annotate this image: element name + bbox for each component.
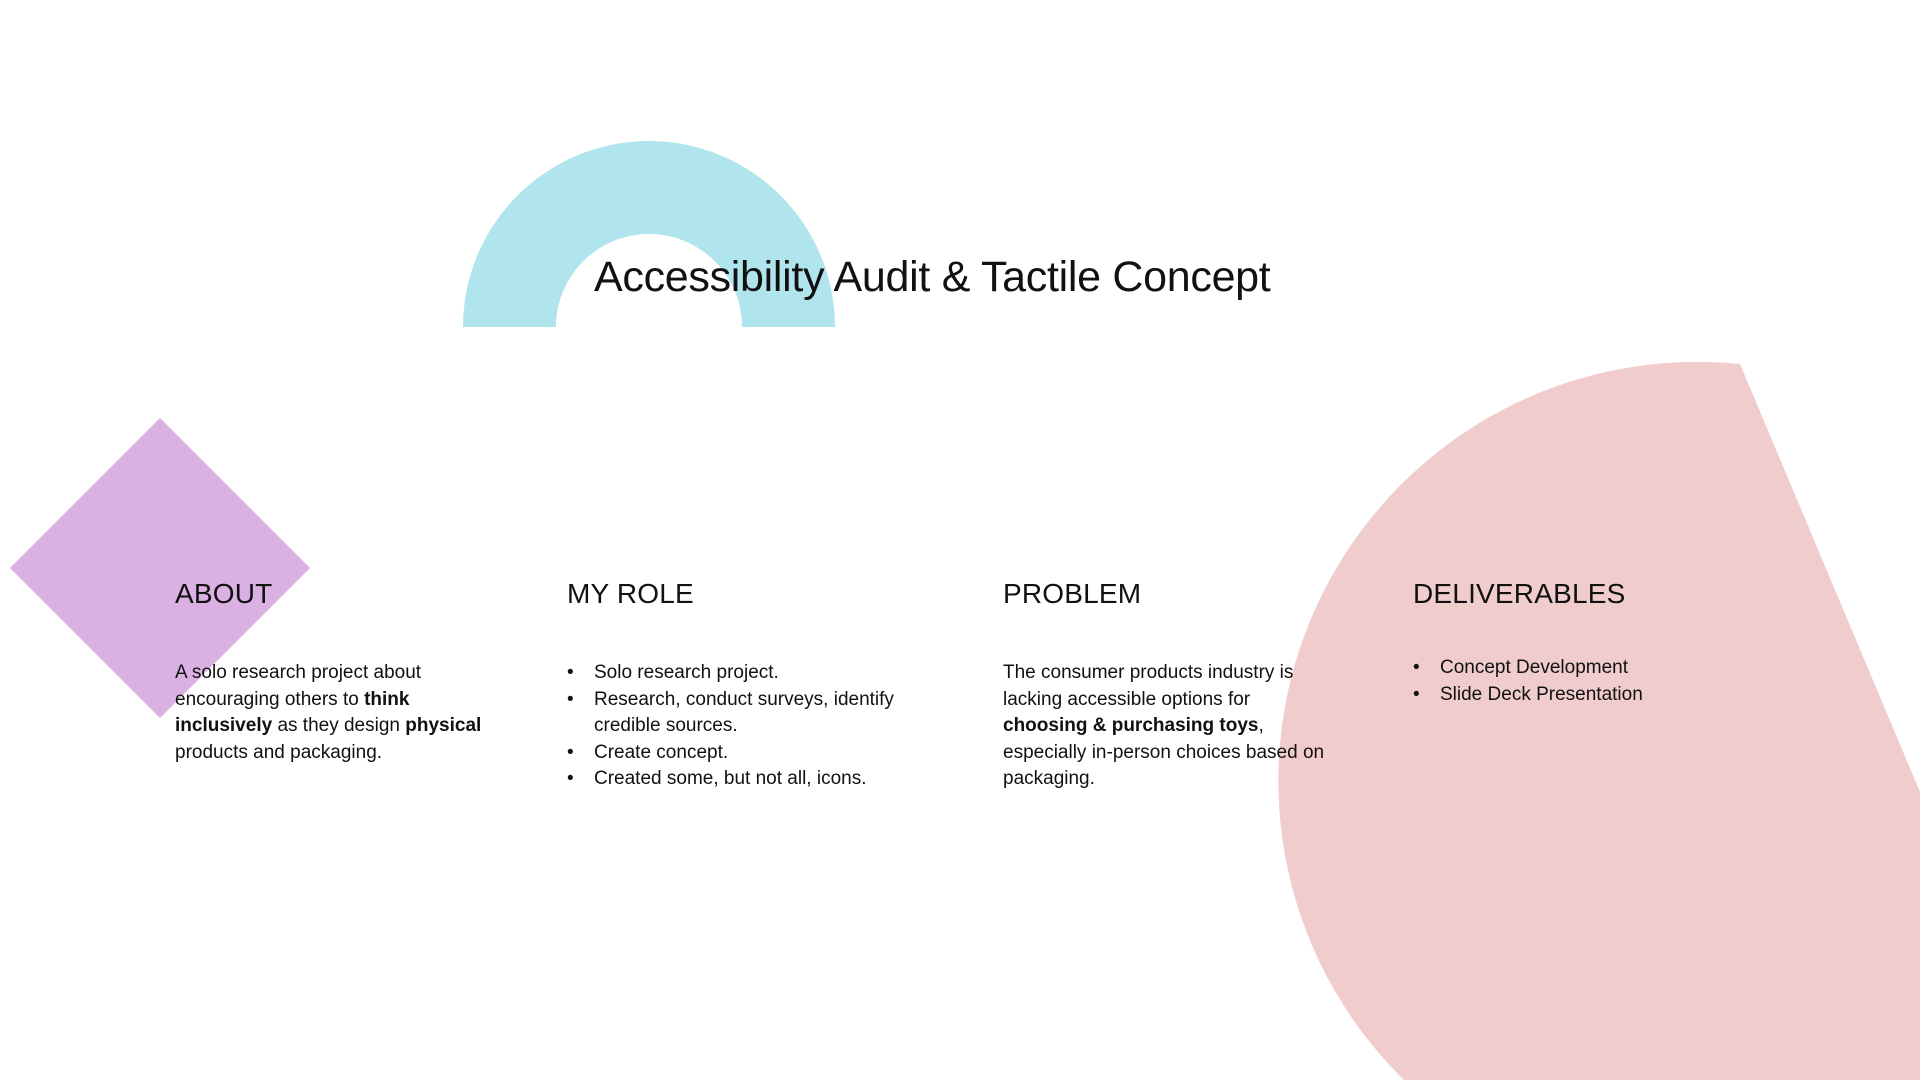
deliverables-list-item: • Slide Deck Presentation	[1413, 682, 1773, 709]
about-text-part: A solo research project about encouraging others to	[175, 662, 422, 710]
circle-shape	[1278, 362, 1920, 1080]
role-heading: MY ROLE	[567, 578, 694, 609]
problem-text	[1003, 660, 1333, 793]
about-text-bold: think inclusively	[175, 688, 410, 736]
deliverables-section	[1413, 576, 1773, 708]
role-list-item: • Create concept.	[567, 740, 907, 767]
about-heading: ABOUT	[175, 578, 273, 609]
problem-text-bold: choosing & purchasing toys	[1003, 715, 1259, 736]
role-list-item: • Solo research project.	[567, 660, 907, 687]
deliverables-heading: DELIVERABLES	[1413, 578, 1626, 609]
role-list-item: • Research, conduct surveys, identify credible sources.	[567, 687, 907, 740]
about-text-part: products and packaging.	[175, 741, 383, 763]
about-section	[175, 576, 505, 766]
role-list	[567, 660, 907, 793]
role-section	[567, 576, 907, 793]
about-text	[175, 660, 505, 766]
problem-heading: PROBLEM	[1003, 578, 1142, 609]
about-text-part: as they design	[272, 715, 406, 736]
role-list-item: • Created some, but not all, icons.	[567, 766, 907, 793]
deliverables-list	[1413, 655, 1773, 708]
page-title: Accessibility Audit & Tactile Concept	[594, 253, 1271, 301]
deliverables-list-item: • Concept Development	[1413, 655, 1773, 682]
problem-text-part: The consumer products industry is lacking accessible options for	[1003, 662, 1294, 710]
about-text-bold: physical	[405, 715, 482, 736]
problem-text-part: , especially in-person choices based on packaging.	[1003, 715, 1325, 789]
problem-section	[1003, 576, 1333, 793]
